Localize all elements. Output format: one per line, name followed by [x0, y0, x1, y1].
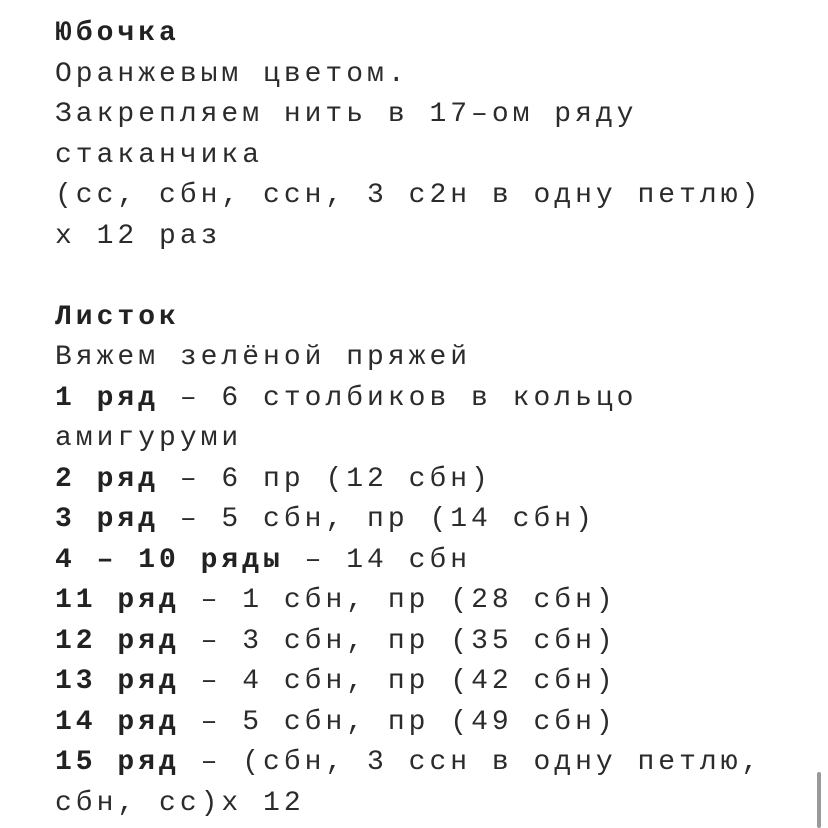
- text-line: [55, 257, 762, 298]
- text-line: [55, 298, 762, 339]
- bold-text: 13 ряд: [55, 666, 180, 697]
- text-line: [55, 176, 762, 217]
- text-line: [55, 743, 762, 784]
- bold-text: Юбочка: [55, 18, 180, 49]
- text: – 14 сбн: [283, 544, 472, 576]
- bold-text: 15 ряд: [55, 747, 180, 778]
- bold-text: 11 ряд: [55, 585, 180, 616]
- text-line: [55, 217, 762, 258]
- bold-text: 1 ряд: [55, 382, 160, 414]
- text: х 12 раз: [55, 220, 222, 252]
- text: амигуруми: [55, 423, 243, 454]
- text: – (сбн, 3 ссн в одну петлю,: [179, 747, 763, 778]
- text: Закрепляем нить в 17–ом ряду: [55, 99, 638, 130]
- text: – 4 сбн, пр (42 сбн): [179, 666, 617, 697]
- text: – 6 столбиков в кольцо: [159, 382, 638, 414]
- text-line: [55, 784, 762, 825]
- text-line: [55, 460, 762, 501]
- text-line: [55, 703, 762, 744]
- bold-text: 3 ряд: [55, 504, 160, 535]
- text-line: [55, 581, 762, 622]
- text-line: [55, 541, 762, 582]
- text: – 6 пр (12 сбн): [159, 463, 492, 495]
- bold-text: 4 – 10 ряды: [55, 544, 284, 576]
- text: – 1 сбн, пр (28 сбн): [179, 585, 617, 616]
- text: – 3 сбн, пр (35 сбн): [179, 625, 617, 657]
- text: Вяжем зелёной пряжей: [55, 342, 472, 373]
- bold-text: 2 ряд: [55, 463, 160, 495]
- scrollbar[interactable]: [817, 772, 821, 828]
- text-line: [55, 622, 762, 663]
- text-line: [55, 95, 762, 136]
- text: – 5 сбн, пр (49 сбн): [179, 706, 617, 738]
- text-line: [55, 136, 762, 177]
- text-line: [55, 338, 762, 379]
- bold-text: 14 ряд: [55, 706, 180, 738]
- text: (сс, сбн, ссн, 3 с2н в одну петлю): [55, 180, 763, 211]
- text: сбн, сс)х 12: [55, 787, 305, 819]
- text-line: [55, 55, 762, 96]
- text-line: [55, 662, 762, 703]
- bold-text: 12 ряд: [55, 625, 180, 657]
- bold-text: Листок: [55, 301, 180, 333]
- text-line: [55, 14, 762, 55]
- text-line: [55, 419, 762, 460]
- text: – 5 сбн, пр (14 сбн): [159, 504, 596, 535]
- text: стаканчика: [55, 139, 264, 171]
- pattern-text: [55, 14, 762, 824]
- text-line: [55, 500, 762, 541]
- text-line: [55, 379, 762, 420]
- text: Оранжевым цветом.: [55, 58, 409, 90]
